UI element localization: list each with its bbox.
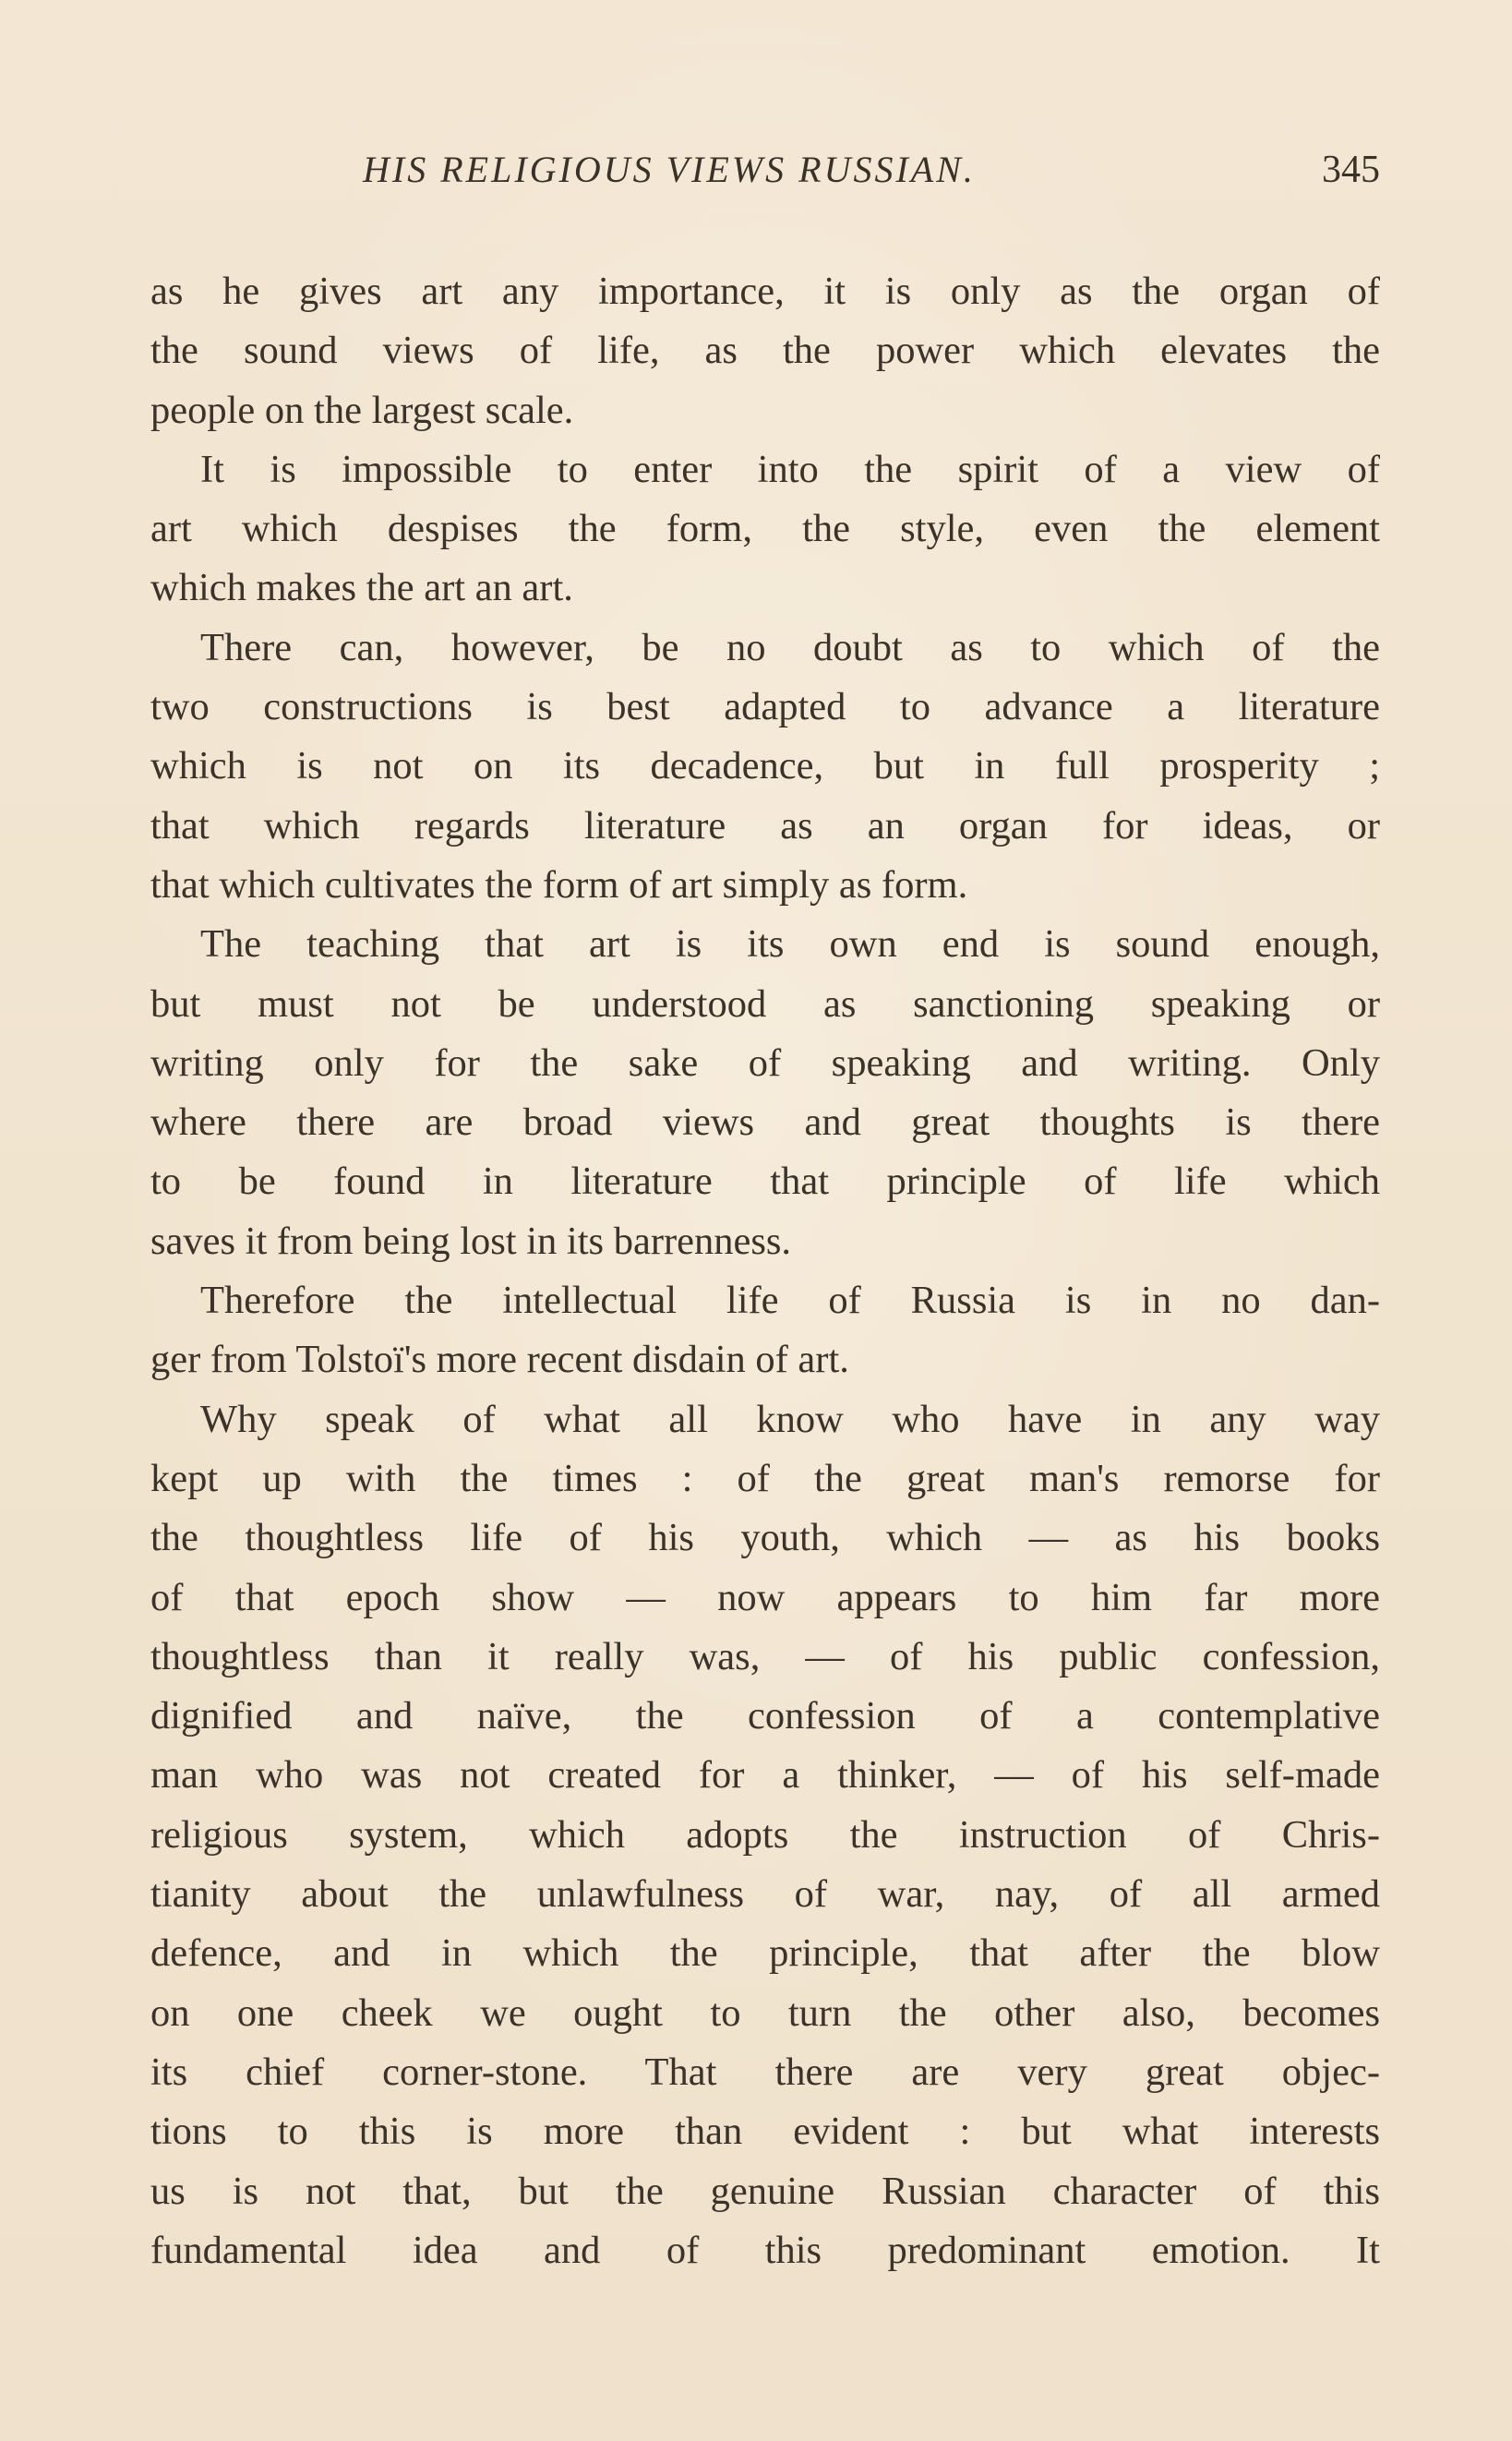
text-line: kept up with the times : of the great man's remorse for bbox=[150, 1456, 1380, 1500]
text-line: but must not be understood as sanctioning speaking or bbox=[150, 981, 1380, 1026]
text-line: on one cheek we ought to turn the other also, becomes bbox=[150, 1990, 1380, 2035]
text-line: Why speak of what all know who have in any way bbox=[200, 1397, 1380, 1441]
text-line: tianity about the unlawfulness of war, nay, of all armed bbox=[150, 1872, 1380, 1917]
text-line: us is not that, but the genuine Russian character of this bbox=[150, 2169, 1380, 2213]
text-line: as he gives art any importance, it is only as the organ of bbox=[150, 270, 1380, 313]
text-line: people on the largest scale. bbox=[150, 388, 574, 432]
text-line: where there are broad views and great thoughts is there bbox=[150, 1100, 1380, 1145]
text-line: writing only for the sake of speaking and writing. Only bbox=[150, 1040, 1380, 1085]
text-line: dignified and naïve, the confession of a contemplative bbox=[150, 1694, 1380, 1738]
text-line: It is impossible to enter into the spirit of a view of bbox=[200, 447, 1380, 491]
text-line: ger from Tolstoï's more recent disdain of art. bbox=[150, 1338, 849, 1382]
text-line: The teaching that art is its own end is sound enough, bbox=[200, 922, 1380, 967]
text-line: man who was not created for a thinker, — of his self-made bbox=[150, 1753, 1380, 1798]
text-line: its chief corner-stone. That there are very great objec- bbox=[150, 2050, 1380, 2094]
text-line: art which despises the form, the style, even the element bbox=[150, 507, 1380, 551]
text-line: of that epoch show — now appears to him far more bbox=[150, 1575, 1380, 1619]
running-head bbox=[150, 148, 1380, 203]
page-number: 345 bbox=[1322, 149, 1380, 191]
text-line: the sound views of life, as the power which elevates the bbox=[150, 329, 1380, 373]
text-line: which is not on its decadence, but in full prosperity ; bbox=[150, 744, 1380, 788]
text-line: that which regards literature as an organ for ideas, or bbox=[150, 803, 1380, 848]
text-line: to be found in literature that principle of life which bbox=[150, 1160, 1380, 1204]
text-line: Therefore the intellectual life of Russia is in no dan- bbox=[200, 1279, 1380, 1323]
text-line: thoughtless than it really was, — of his public confession, bbox=[150, 1634, 1380, 1678]
text-line: the thoughtless life of his youth, which — as his books bbox=[150, 1516, 1380, 1560]
running-title: HIS RELIGIOUS VIEWS RUSSIAN. bbox=[363, 149, 976, 190]
text-line: There can, however, be no doubt as to which of the bbox=[200, 625, 1380, 669]
text-line: two constructions is best adapted to advance a literature bbox=[150, 685, 1380, 729]
body-text bbox=[150, 262, 1380, 2280]
text-line: saves it from being lost in its barrenness. bbox=[150, 1219, 792, 1263]
text-line: religious system, which adopts the instruction of Chris- bbox=[150, 1812, 1380, 1857]
text-line: which makes the art an art. bbox=[150, 566, 573, 610]
text-line: that which cultivates the form of art simply as form. bbox=[150, 862, 968, 907]
text-line: defence, and in which the principle, that after the blow bbox=[150, 1931, 1380, 1976]
text-line: tions to this is more than evident : but what interests bbox=[150, 2110, 1380, 2154]
text-line: fundamental idea and of this predominant emotion. It bbox=[150, 2228, 1380, 2272]
